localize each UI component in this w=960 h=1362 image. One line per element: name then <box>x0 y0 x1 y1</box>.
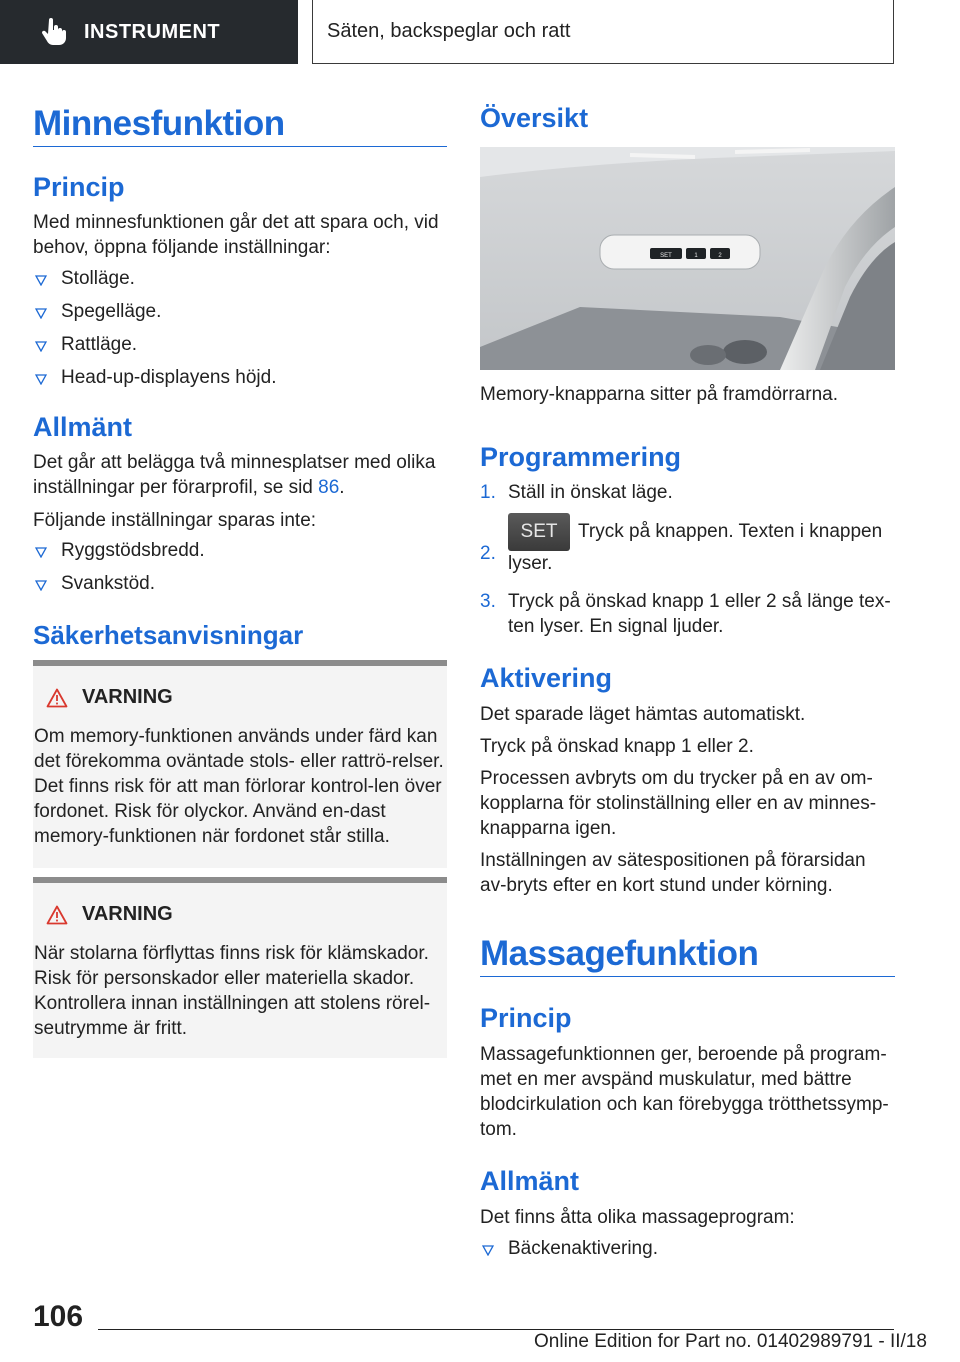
triangle-bullet-icon <box>35 547 47 558</box>
heading-oversikt: Översikt <box>480 103 589 133</box>
list-item: Svankstöd. <box>33 571 447 604</box>
set-key-label: SET <box>660 253 672 259</box>
warning-triangle-icon <box>46 905 68 925</box>
section-title-massage: Massagefunktion <box>480 934 759 973</box>
warning-box <box>33 877 447 1058</box>
list-item: Spegelläge. <box>33 299 447 332</box>
triangle-bullet-icon <box>482 1245 494 1256</box>
list-item: Bäckenaktivering. <box>480 1236 895 1269</box>
princip-list <box>33 266 447 398</box>
aktivering-text: Det sparade läget hämtas automatiskt. <box>480 704 806 725</box>
warning-text: Om memory-funktionen används under färd kan det förekomma oväntade stols- eller rattrö-relser. Det finns risk för att man förlorar kontrol-len över fordonet. Risk för olyckor. Använd en-dast memory-funktionen när fordonet står stilla. <box>34 726 444 847</box>
triangle-bullet-icon <box>35 341 47 352</box>
chapter-tab[interactable] <box>0 0 298 64</box>
image-caption: Memory-knapparna sitter på framdörrarna. <box>480 384 838 405</box>
aktivering-text: Tryck på önskad knapp 1 eller 2. <box>480 736 754 757</box>
warning-title: VARNING <box>82 903 173 925</box>
section-label: Säten, backspeglar och ratt <box>327 20 571 42</box>
heading-programmering: Programmering <box>480 442 682 472</box>
programming-steps <box>480 480 895 639</box>
princip-intro: Med minnesfunktionen går det att spara och, vid behov, öppna följande inställningar: <box>33 212 439 258</box>
triangle-bullet-icon <box>35 275 47 286</box>
page-link[interactable]: 86 <box>318 477 340 498</box>
triangle-bullet-icon <box>35 374 47 385</box>
title-rule <box>480 976 895 977</box>
heading-princip: Princip <box>480 1003 572 1033</box>
warning-triangle-icon <box>46 688 68 708</box>
massage-princip-text: Massagefunktionnen ger, beroende på program-met en mer avspänd muskulatur, med bättre blodcirkulation och kan förebygga trötthetssymp-tom. <box>480 1044 889 1140</box>
list-item: Stolläge. <box>33 266 447 299</box>
set-button-image: SET <box>508 513 570 551</box>
warning-header <box>46 903 173 926</box>
page-header <box>0 0 960 66</box>
step-item: 1. Ställ in önskat läge. <box>480 482 673 503</box>
warning-title: VARNING <box>82 686 173 708</box>
step-item: 2. SET Tryck på knappen. Texten i knappen lyser. <box>480 510 895 589</box>
edition-text: Online Edition for Part no. 01402989791 - II/18 <box>534 1331 927 1352</box>
heading-princip: Princip <box>33 172 125 202</box>
not-saved-text: Följande inställningar sparas inte: <box>33 510 317 531</box>
list-item: Head-up-displayens höjd. <box>33 365 447 398</box>
allmant-text: Det går att belägga två minnesplatser med olika inställningar per förarprofil, se sid 86. <box>33 452 436 498</box>
warning-box <box>33 660 447 868</box>
step-item: 3. Tryck på önskad knapp 1 eller 2 så länge tex-ten lyser. En signal ljuder. <box>480 591 891 637</box>
heading-allmant: Allmänt <box>33 412 133 442</box>
memory-2-key-label: 2 <box>718 253 722 259</box>
heading-sakerhet: Säkerhetsanvisningar <box>33 620 304 650</box>
triangle-bullet-icon <box>35 308 47 319</box>
warning-header <box>46 686 173 709</box>
memory-1-key-label: 1 <box>694 253 698 259</box>
footer-rule <box>98 1329 894 1330</box>
aktivering-text: Processen avbryts om du trycker på en av om-kopplarna för stolinställning eller en av minnes-knapparna igen. <box>480 768 877 839</box>
aktivering-text: Inställningen av sätespositionen på förarsidan av-bryts efter en kort stund under körning. <box>480 850 866 896</box>
warning-text: När stolarna förflyttas finns risk för klämskador. Risk för personskador eller materiella skador. Kontrollera innan inställningen att stolens rörel-seutrymme är fritt. <box>34 943 431 1039</box>
page-title: Minnesfunktion <box>33 104 285 143</box>
list-item: Ryggstödsbredd. <box>33 538 447 571</box>
hand-pointer-icon <box>38 17 68 47</box>
triangle-bullet-icon <box>35 580 47 591</box>
list-item: Rattläge. <box>33 332 447 365</box>
title-rule <box>33 146 447 147</box>
heading-aktivering: Aktivering <box>480 663 613 693</box>
section-tab <box>312 0 894 64</box>
chapter-label: INSTRUMENT <box>84 20 221 43</box>
massage-program-list <box>480 1236 895 1269</box>
massage-allmant-text: Det finns åtta olika massageprogram: <box>480 1207 795 1228</box>
page-number: 106 <box>33 1300 84 1333</box>
not-saved-list <box>33 538 447 604</box>
heading-allmant: Allmänt <box>480 1166 580 1196</box>
door-memory-buttons-photo <box>480 147 895 370</box>
